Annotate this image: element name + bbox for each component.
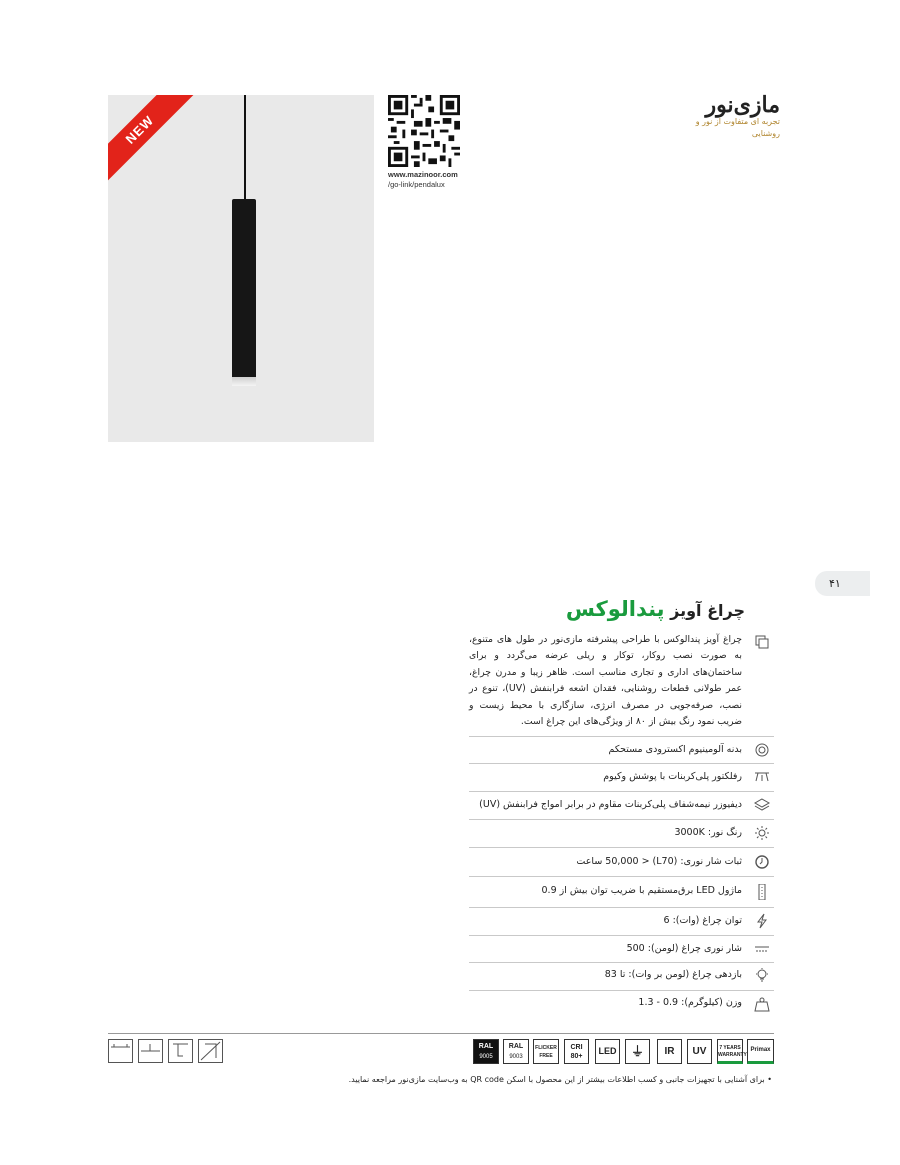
spec-text: ماژول LED برق‌مستقیم با ضریب توان بیش از 0.9 [541, 885, 742, 897]
spec-text: رفلکتور پلی‌کربنات با پوشش وکیوم [603, 771, 742, 783]
efficacy-bulb-icon [754, 968, 770, 984]
spec-row [469, 764, 774, 792]
luminous-flux-icon [754, 941, 770, 957]
mount-track-icon [108, 1039, 133, 1063]
product-title [566, 597, 745, 621]
spec-row [469, 737, 774, 764]
spec-row [469, 877, 774, 908]
spec-text: ثبات شار نوری: (L70) < 50,000 ساعت [576, 856, 742, 868]
brand-logo [690, 92, 780, 138]
badge-primax: Primax [747, 1039, 774, 1064]
badge-warranty: 7 YEARS WARRANTY [717, 1039, 743, 1064]
spec-row [469, 792, 774, 820]
spec-row [469, 848, 774, 877]
badge-ir: IR [657, 1039, 682, 1064]
badge-ral-9003: RAL 9003 [503, 1039, 529, 1064]
reflector-icon [754, 769, 770, 785]
lightning-icon [754, 913, 770, 929]
clock-icon [754, 854, 770, 870]
qr-path: /go-link/pendalux [388, 180, 445, 189]
lamp-diffuser [232, 377, 256, 386]
aluminum-body-icon [754, 742, 770, 758]
mount-recessed-icon [168, 1039, 193, 1063]
qr-code[interactable] [388, 95, 460, 167]
qr-url[interactable] [388, 170, 458, 190]
spec-row [469, 963, 774, 991]
logo-tagline: تجربه ای متفاوت از نور و روشنایی [695, 117, 780, 138]
diffuser-layers-icon [754, 797, 770, 813]
page-number-tab: ۴۱ [815, 571, 870, 596]
product-photo [108, 95, 374, 442]
spec-text: دیفیوزر نیمه‌شفاف پلی‌کربنات مقاوم در برابر امواج فرابنفش (UV) [479, 799, 742, 811]
mount-surface-icon [138, 1039, 163, 1063]
mount-pendant-icon [198, 1039, 223, 1063]
badge-uv: UV [687, 1039, 712, 1064]
intro-text: چراغ آویز پندالوکس با طراحی پیشرفته مازی‌نور در طول های متنوع، به صورت نصب روکار، توکار و ریلی عرضه می‌گردد و برای ساختمان‌های اداری و تجاری مناسب است. ظاهر زیبا و مدرن چراغ، عمر طولانی قطعات روشنایی، فقدان اشعه فرابنفش (UV)، تنوع در نصب، صرفه‌جویی در مصرف انرژی، سازگاری با محیط زیست و ضریب نمود رنگ بیش از ۸۰ از ویژگی‌های این چراغ است. [469, 634, 742, 728]
spec-text: بدنه آلومینیوم اکسترودی مستحکم [608, 744, 742, 756]
spec-row [469, 820, 774, 848]
footnote: • برای آشنایی با تجهیزات جانبی و کسب اطلاعات بیشتر از این محصول با اسکن QR code به وب‌سایت مازی‌نور مراجعه نمایید. [348, 1075, 772, 1084]
badge-cri: CRI 80+ [564, 1039, 589, 1064]
new-badge: NEW [108, 95, 199, 189]
spec-row [469, 908, 774, 936]
spec-text: شار نوری چراغ (لومن): 500 [626, 943, 742, 955]
lamp-body [232, 199, 256, 377]
logo-wordmark: مازی‌نور [705, 92, 780, 118]
led-module-icon [754, 884, 770, 900]
title-prefix: چراغ آویز [670, 601, 745, 620]
title-product-name: پندالوکس [565, 597, 665, 621]
weight-icon [754, 996, 770, 1012]
pendant-cable [244, 95, 246, 205]
intro-row [469, 626, 774, 737]
divider [108, 1033, 774, 1034]
spec-list [469, 626, 774, 1018]
description-icon [754, 634, 770, 650]
badge-ral-9005: RAL 9005 [473, 1039, 499, 1064]
badge-led: LED [595, 1039, 620, 1064]
badge-flicker-free: FLICKER FREE [533, 1039, 559, 1064]
spec-row [469, 991, 774, 1018]
certification-bar [108, 1039, 774, 1065]
badge-ground: ⏚ [625, 1039, 650, 1064]
spec-row [469, 936, 774, 963]
qr-domain: www.mazinoor.com [388, 170, 458, 179]
spec-text: توان چراغ (وات): 6 [663, 915, 742, 927]
spec-text: رنگ نور: 3000K [674, 827, 742, 839]
spec-text: وزن (کیلوگرم): 0.9 - 1.3 [638, 997, 742, 1009]
spec-text: بازدهی چراغ (لومن بر وات): تا 83 [604, 969, 742, 981]
sun-icon [754, 825, 770, 841]
